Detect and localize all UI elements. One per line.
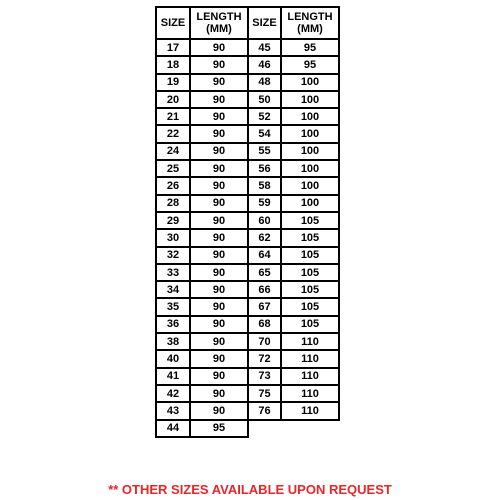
table-row bbox=[156, 74, 339, 91]
length-cell-a: 90 bbox=[190, 56, 248, 73]
length-cell-b: 105 bbox=[281, 316, 339, 333]
header-row bbox=[156, 7, 339, 39]
length-header-a-line1: LENGTH bbox=[196, 11, 242, 23]
table-row bbox=[156, 368, 339, 385]
length-header-a bbox=[190, 7, 248, 39]
table-row bbox=[156, 350, 339, 367]
size-cell-a: 33 bbox=[156, 264, 190, 281]
table-row bbox=[156, 39, 339, 56]
size-cell-a: 41 bbox=[156, 368, 190, 385]
table-row bbox=[156, 108, 339, 125]
footer-note: ** OTHER SIZES AVAILABLE UPON REQUEST bbox=[108, 482, 392, 497]
table-row bbox=[156, 229, 339, 246]
size-cell-a: 35 bbox=[156, 298, 190, 315]
length-cell-b: 105 bbox=[281, 212, 339, 229]
length-cell-b: 105 bbox=[281, 264, 339, 281]
length-cell-b: 110 bbox=[281, 368, 339, 385]
length-cell-b: 100 bbox=[281, 143, 339, 160]
size-cell-b: 75 bbox=[248, 385, 281, 402]
table-row bbox=[156, 385, 339, 402]
size-cell-a: 42 bbox=[156, 385, 190, 402]
length-cell-b: 110 bbox=[281, 402, 339, 419]
length-cell-a: 90 bbox=[190, 74, 248, 91]
size-cell-a: 17 bbox=[156, 39, 190, 56]
length-cell-b: 105 bbox=[281, 298, 339, 315]
size-cell-a: 36 bbox=[156, 316, 190, 333]
table-row bbox=[156, 177, 339, 194]
length-cell-b: 100 bbox=[281, 177, 339, 194]
length-header-a-line2: (MM) bbox=[206, 23, 232, 35]
length-cell-a: 90 bbox=[190, 281, 248, 298]
table-row bbox=[156, 143, 339, 160]
size-cell-a: 34 bbox=[156, 281, 190, 298]
table-row bbox=[156, 56, 339, 73]
size-header-a: SIZE bbox=[156, 7, 190, 39]
length-cell-a: 90 bbox=[190, 402, 248, 419]
table-body bbox=[156, 39, 339, 437]
length-cell-b: 100 bbox=[281, 125, 339, 142]
size-cell-b bbox=[248, 420, 281, 437]
table-row bbox=[156, 281, 339, 298]
length-cell-a: 90 bbox=[190, 264, 248, 281]
size-cell-a: 24 bbox=[156, 143, 190, 160]
size-cell-a: 40 bbox=[156, 350, 190, 367]
size-cell-b: 65 bbox=[248, 264, 281, 281]
size-cell-b: 55 bbox=[248, 143, 281, 160]
size-cell-b: 50 bbox=[248, 91, 281, 108]
size-cell-a: 21 bbox=[156, 108, 190, 125]
size-header-b: SIZE bbox=[248, 7, 281, 39]
length-header-b-line1: LENGTH bbox=[287, 11, 333, 23]
table-row bbox=[156, 212, 339, 229]
size-cell-a: 30 bbox=[156, 229, 190, 246]
length-cell-a: 90 bbox=[190, 143, 248, 160]
length-cell-b: 100 bbox=[281, 108, 339, 125]
size-length-table bbox=[155, 6, 340, 438]
length-cell-a: 90 bbox=[190, 229, 248, 246]
table-row bbox=[156, 195, 339, 212]
size-cell-a: 18 bbox=[156, 56, 190, 73]
length-cell-b: 95 bbox=[281, 56, 339, 73]
size-cell-b: 52 bbox=[248, 108, 281, 125]
size-cell-a: 29 bbox=[156, 212, 190, 229]
size-cell-b: 58 bbox=[248, 177, 281, 194]
size-cell-b: 67 bbox=[248, 298, 281, 315]
length-cell-a: 90 bbox=[190, 247, 248, 264]
length-cell-b: 100 bbox=[281, 74, 339, 91]
size-cell-a: 28 bbox=[156, 195, 190, 212]
size-cell-b: 60 bbox=[248, 212, 281, 229]
size-cell-b: 66 bbox=[248, 281, 281, 298]
length-cell-b: 100 bbox=[281, 91, 339, 108]
size-cell-b: 72 bbox=[248, 350, 281, 367]
length-header-b-line2: (MM) bbox=[297, 23, 323, 35]
length-cell-b: 105 bbox=[281, 229, 339, 246]
size-cell-b: 76 bbox=[248, 402, 281, 419]
table-row bbox=[156, 333, 339, 350]
length-cell-a: 90 bbox=[190, 316, 248, 333]
length-cell-b: 100 bbox=[281, 195, 339, 212]
length-cell-a: 90 bbox=[190, 368, 248, 385]
length-cell-a: 90 bbox=[190, 333, 248, 350]
size-cell-a: 43 bbox=[156, 402, 190, 419]
size-cell-b: 73 bbox=[248, 368, 281, 385]
table-row bbox=[156, 316, 339, 333]
length-cell-b: 95 bbox=[281, 39, 339, 56]
length-cell-b: 110 bbox=[281, 333, 339, 350]
length-cell-a: 90 bbox=[190, 350, 248, 367]
length-cell-a: 90 bbox=[190, 39, 248, 56]
size-cell-b: 59 bbox=[248, 195, 281, 212]
size-cell-b: 56 bbox=[248, 160, 281, 177]
length-header-b bbox=[281, 7, 339, 39]
length-cell-b: 100 bbox=[281, 160, 339, 177]
length-cell-a: 90 bbox=[190, 108, 248, 125]
length-cell-a: 90 bbox=[190, 298, 248, 315]
length-cell-a: 90 bbox=[190, 91, 248, 108]
size-cell-a: 38 bbox=[156, 333, 190, 350]
length-cell-a: 90 bbox=[190, 385, 248, 402]
table-row bbox=[156, 91, 339, 108]
length-cell-b bbox=[281, 420, 339, 437]
length-cell-a: 90 bbox=[190, 125, 248, 142]
length-cell-b: 105 bbox=[281, 247, 339, 264]
size-cell-b: 70 bbox=[248, 333, 281, 350]
size-cell-a: 19 bbox=[156, 74, 190, 91]
length-cell-b: 110 bbox=[281, 350, 339, 367]
length-cell-a: 90 bbox=[190, 160, 248, 177]
size-cell-b: 54 bbox=[248, 125, 281, 142]
length-cell-b: 105 bbox=[281, 281, 339, 298]
length-cell-a: 90 bbox=[190, 195, 248, 212]
table-row bbox=[156, 420, 339, 437]
size-cell-a: 20 bbox=[156, 91, 190, 108]
size-cell-a: 22 bbox=[156, 125, 190, 142]
size-cell-b: 64 bbox=[248, 247, 281, 264]
length-cell-a: 90 bbox=[190, 177, 248, 194]
table-row bbox=[156, 125, 339, 142]
table-row bbox=[156, 402, 339, 419]
length-cell-a: 95 bbox=[190, 420, 248, 437]
size-cell-a: 44 bbox=[156, 420, 190, 437]
size-cell-b: 62 bbox=[248, 229, 281, 246]
table-row bbox=[156, 247, 339, 264]
size-cell-a: 26 bbox=[156, 177, 190, 194]
size-cell-a: 32 bbox=[156, 247, 190, 264]
table-row bbox=[156, 160, 339, 177]
size-cell-b: 46 bbox=[248, 56, 281, 73]
length-cell-b: 110 bbox=[281, 385, 339, 402]
size-cell-a: 25 bbox=[156, 160, 190, 177]
size-cell-b: 45 bbox=[248, 39, 281, 56]
table-row bbox=[156, 264, 339, 281]
table-row bbox=[156, 298, 339, 315]
size-cell-b: 68 bbox=[248, 316, 281, 333]
length-cell-a: 90 bbox=[190, 212, 248, 229]
size-cell-b: 48 bbox=[248, 74, 281, 91]
